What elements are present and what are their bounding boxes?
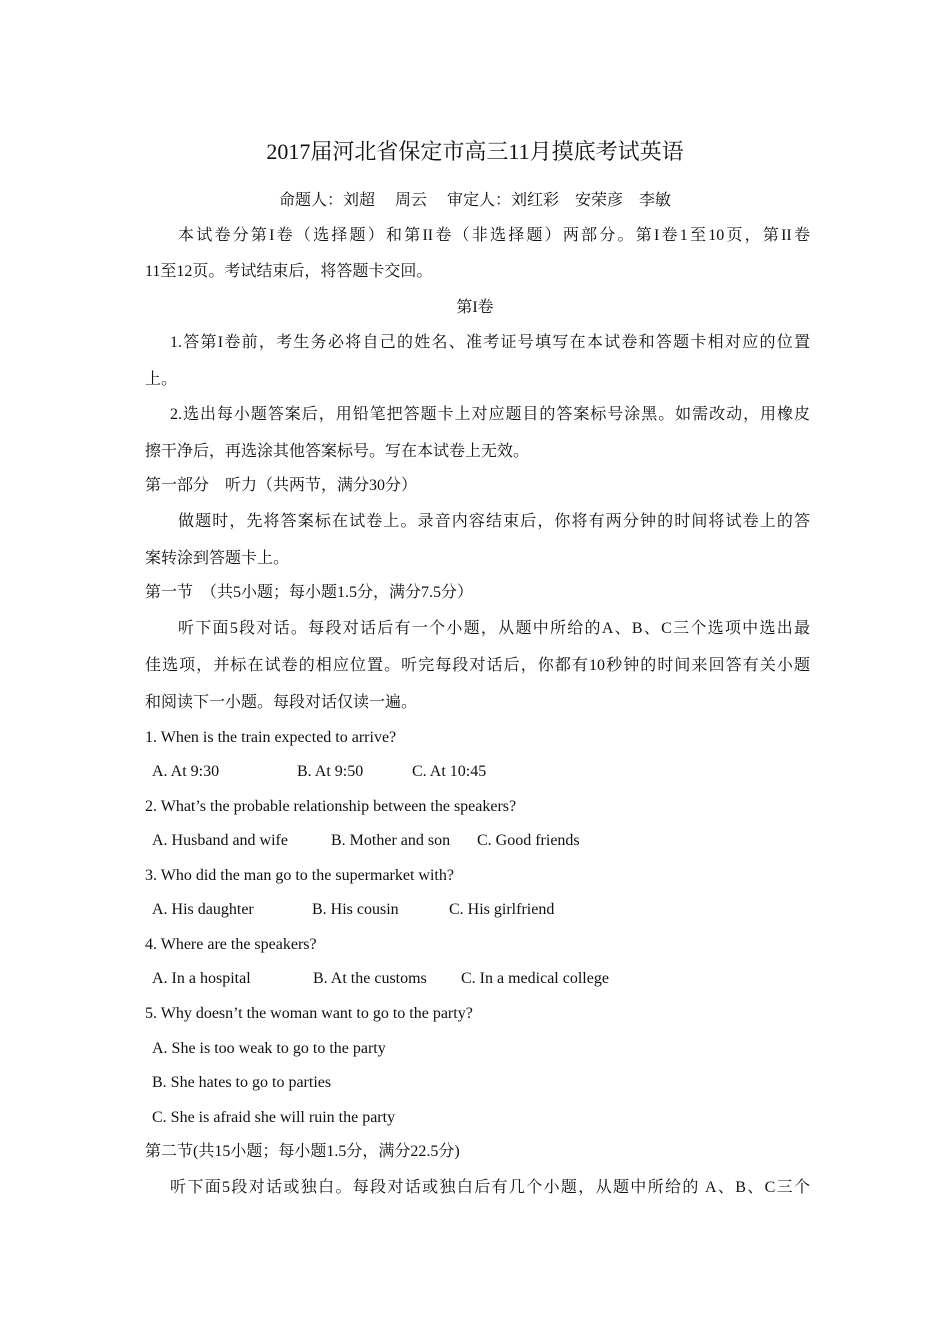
instruction-1-line-1: 1.答第I卷前，考生务必将自己的姓名、准考证号填写在本试卷和答题卡相对应的位置 xyxy=(170,334,810,351)
option-c: C. In a medical college xyxy=(461,970,609,987)
section1-heading: 第一节 （共5小题；每小题1.5分，满分7.5分） xyxy=(145,584,474,601)
section2-heading: 第二节(共15小题；每小题1.5分，满分22.5分) xyxy=(145,1143,460,1160)
question-5-option-b: B. She hates to go to parties xyxy=(152,1074,332,1091)
option-b: B. His cousin xyxy=(312,901,399,918)
instruction-2-line-2: 擦干净后，再选涂其他答案标号。写在本试卷上无效。 xyxy=(145,443,530,460)
section1-desc-line-1: 听下面5段对话。每段对话后有一个小题，从题中所给的A、B、C三个选项中选出最 xyxy=(178,620,810,637)
intro-line-2: 11至12页。考试结束后，将答题卡交回。 xyxy=(145,263,433,280)
section2-desc-line-1: 听下面5段对话或独白。每段对话或独白后有几个小题，从题中所给的 A、B、C三个 xyxy=(170,1179,810,1196)
section1-desc-line-3: 和阅读下一小题。每段对话仅读一遍。 xyxy=(145,694,418,711)
part1-desc-line-1: 做题时，先将答案标在试卷上。录音内容结束后，你将有两分钟的时间将试卷上的答 xyxy=(178,513,810,530)
question-5-option-a: A. She is too weak to go to the party xyxy=(152,1040,386,1057)
instruction-1-line-2: 上。 xyxy=(145,371,178,388)
section1-desc-line-2: 佳选项，并标在试卷的相应位置。听完每段对话后，你都有10秒钟的时间来回答有关小题 xyxy=(145,657,810,674)
question-4: 4. Where are the speakers? xyxy=(145,936,317,953)
option-b: B. Mother and son xyxy=(331,832,451,849)
volume1-heading: 第I卷 xyxy=(456,299,494,316)
question-2: 2. What’s the probable relationship between the speakers? xyxy=(145,798,517,815)
exam-title: 2017届河北省保定市高三11月摸底考试英语 xyxy=(266,139,684,164)
instruction-2-line-1: 2.选出每小题答案后，用铅笔把答题卡上对应题目的答案标号涂黑。如需改动，用橡皮 xyxy=(170,406,810,423)
option-a: A. At 9:30 xyxy=(152,763,220,780)
part1-desc-line-2: 案转涂到答题卡上。 xyxy=(145,550,290,567)
question-1: 1. When is the train expected to arrive? xyxy=(145,729,397,746)
intro-line-1: 本试卷分第I卷（选择题）和第II卷（非选择题）两部分。第I卷1至10页，第II卷 xyxy=(178,227,810,244)
part1-heading: 第一部分 听力（共两节，满分30分） xyxy=(145,477,418,494)
option-c: C. At 10:45 xyxy=(412,763,487,780)
question-5-option-c: C. She is afraid she will ruin the party xyxy=(152,1109,396,1126)
option-b: B. At 9:50 xyxy=(297,763,364,780)
option-a: A. In a hospital xyxy=(152,970,251,987)
option-c: C. Good friends xyxy=(477,832,580,849)
authors-line: 命题人：刘超 周云 审定人：刘红彩 安荣彦 李敏 xyxy=(278,192,671,209)
option-b: B. At the customs xyxy=(313,970,427,987)
question-3: 3. Who did the man go to the supermarket with? xyxy=(145,867,454,884)
option-a: A. His daughter xyxy=(152,901,254,918)
option-a: A. Husband and wife xyxy=(152,832,288,849)
question-5: 5. Why doesn’t the woman want to go to the party? xyxy=(145,1005,473,1022)
option-c: C. His girlfriend xyxy=(449,901,555,918)
